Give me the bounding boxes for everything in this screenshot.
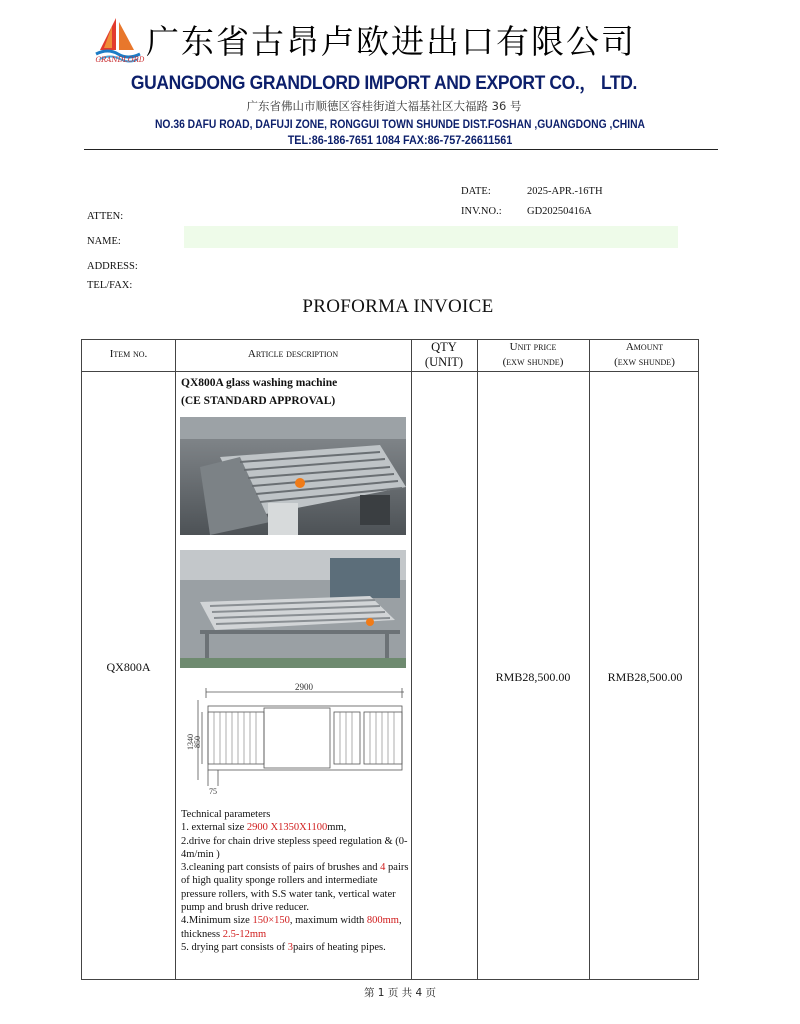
invoice-number-value: GD20250416A (527, 206, 592, 217)
machine-photo-1 (180, 417, 406, 535)
tech-param-4a: 4.Minimum size (181, 915, 253, 927)
header-amount (589, 340, 700, 370)
name-field (184, 226, 678, 248)
header-unit-price-line2: (exw shunde) (502, 356, 564, 368)
amount-value: RMB28,500.00 (607, 670, 683, 684)
header-divider (84, 149, 718, 150)
header-amount-line1: Amount (625, 341, 664, 353)
document-title: PROFORMA INVOICE (302, 296, 494, 317)
logo-wordmark: GRANDLORD (95, 56, 145, 64)
company-address-en: NO.36 DAFU ROAD, DAFUJI ZONE, RONGGUI TOWN SHUNDE DIST.FOSHAN ,GUANGDONG ,CHINA (154, 117, 646, 131)
company-name-en: GUANGDONG GRANDLORD IMPORT AND EXPORT CO.， LTD. (130, 73, 638, 94)
item-code: QX800A (106, 660, 151, 674)
tech-param-4-width: 800mm (366, 915, 399, 927)
header-row-divider (82, 371, 698, 372)
date-label: DATE: (461, 186, 491, 197)
machine-photo-2 (180, 550, 406, 668)
tech-param-3-count: 4 (380, 862, 386, 874)
col-divider (175, 340, 176, 979)
tech-param-4 (181, 914, 413, 941)
tech-param-4c: , maximum width (289, 915, 367, 927)
product-title (181, 374, 337, 410)
company-address-cn: 广东省佛山市顺德区容桂街道大福基社区大福路 36 号 (246, 99, 522, 113)
tech-param-4-min: 150×150 (252, 915, 290, 927)
tech-param-4-thickness: 2.5-12mm (222, 928, 267, 940)
page-number: 第 1 页 共 4 页 (363, 987, 437, 999)
company-name-cn: 广东省古昂卢欧进出口有限公司 (146, 22, 636, 61)
dim-height-2: 850 (193, 736, 202, 748)
tech-param-1 (181, 821, 413, 834)
name-label: NAME: (87, 236, 121, 247)
tech-param-1c: mm, (327, 822, 347, 834)
col-divider (477, 340, 478, 979)
header-qty-line1: QTY (431, 340, 457, 354)
tech-param-5a: 5. drying part consists of (181, 941, 288, 953)
tech-param-3c: pairs of high quality sponge rollers and intermediate pressure rollers, with S.S water tank, vertical water pump and brush drive reducer. (181, 862, 409, 914)
date-value: 2025-APR.-16TH (527, 186, 603, 197)
technical-parameters (181, 808, 413, 954)
product-title-line1: QX800A glass washing machine (181, 377, 338, 389)
tech-param-5c: pairs of heating pipes. (293, 941, 386, 953)
invoice-number-label: INV.NO.: (461, 206, 502, 217)
tech-param-3a: 3.cleaning part consists of pairs of brushes and (181, 862, 381, 874)
dim-width: 2900 (295, 682, 313, 692)
tech-param-5 (181, 941, 413, 954)
header-item-no: Item no. (109, 348, 148, 360)
tech-param-4e: , thickness (181, 915, 402, 940)
header-unit-price (477, 340, 589, 370)
tech-param-5-count: 3 (287, 941, 293, 953)
tech-heading: Technical parameters (181, 809, 271, 820)
header-qty (411, 340, 477, 370)
header-qty-line2: (UNIT) (424, 355, 464, 369)
col-divider (589, 340, 590, 979)
dimension-drawing (186, 682, 404, 796)
atten-label: ATTEN: (87, 211, 124, 222)
tech-param-2: 2.drive for chain drive stepless speed regulation & (0- 4m/min ) (181, 835, 408, 860)
dim-offset: 75 (209, 787, 217, 796)
header-unit-price-line1: Unit price (509, 341, 557, 353)
tech-param-1a: 1. external size (181, 822, 247, 834)
address-label: ADDRESS: (87, 261, 138, 272)
tel-fax-label: TEL/FAX: (87, 280, 133, 291)
company-tel-fax: TEL:86-186-7651 1084 FAX:86-757-26611561 (287, 133, 513, 147)
product-title-line2: (CE STANDARD APPROVAL) (181, 395, 336, 407)
unit-price-value: RMB28,500.00 (495, 670, 571, 684)
tech-param-1-size: 2900 X1350X1100 (246, 822, 328, 834)
tech-param-3 (181, 861, 413, 914)
invoice-table (81, 339, 699, 980)
header-article-description: Article description (247, 348, 339, 360)
header-amount-line2: (exw shunde) (614, 356, 675, 368)
dim-height-1: 1340 (186, 734, 195, 750)
